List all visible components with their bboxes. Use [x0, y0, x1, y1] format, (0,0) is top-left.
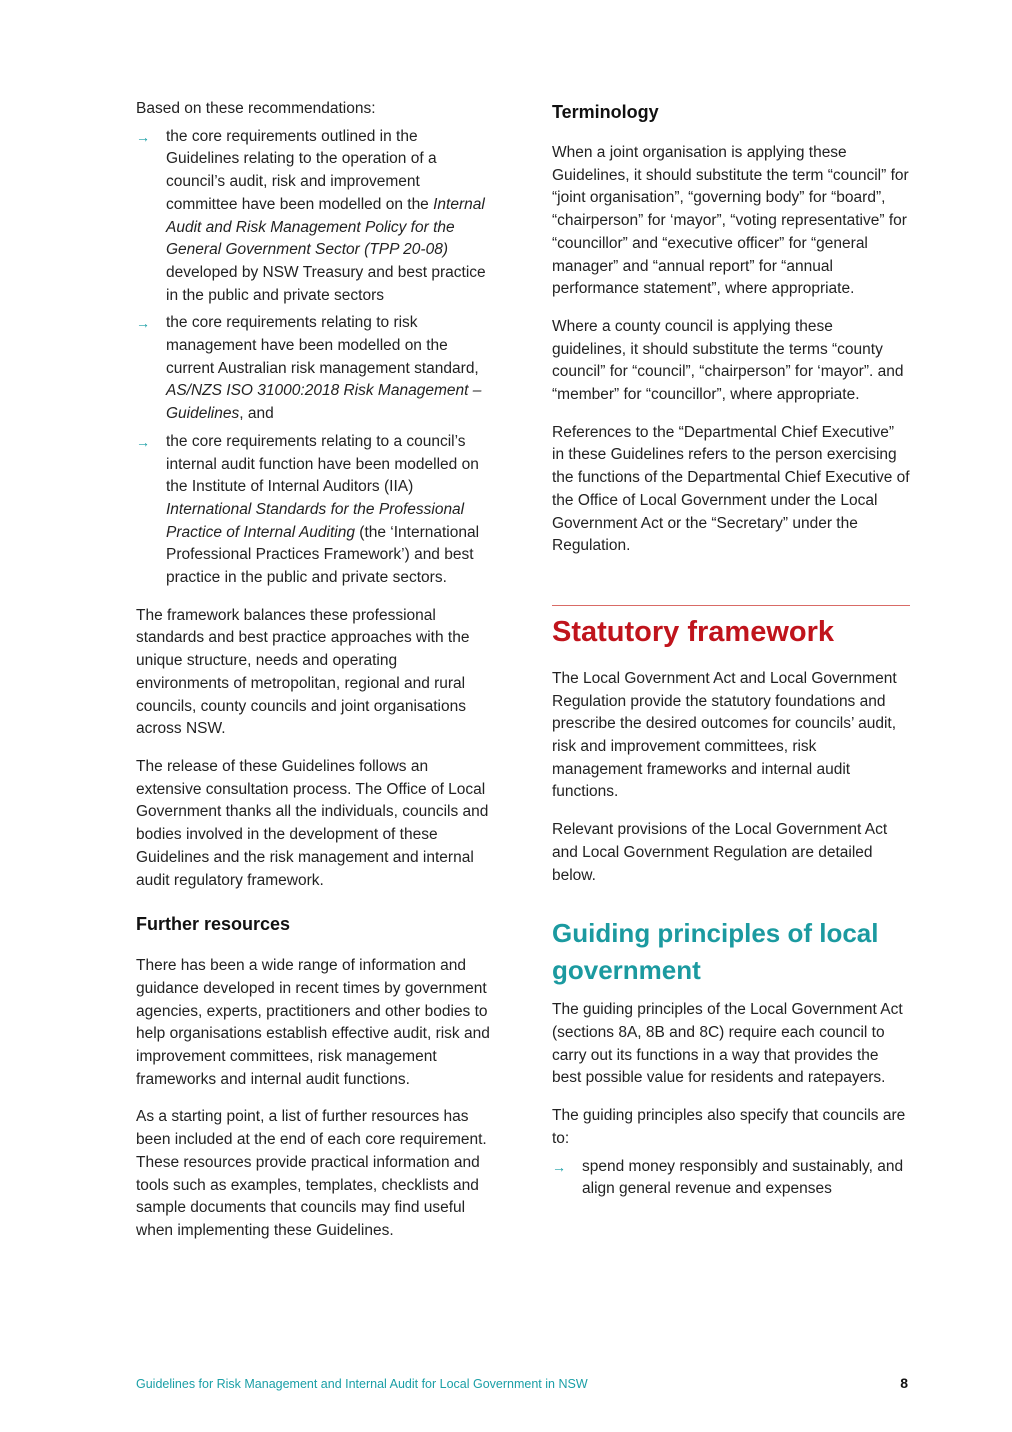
guiding-principles-list	[552, 1156, 910, 1201]
terminology-paragraph-2: Where a county council is applying these guidelines, it should substitute the terms “county council” for “council”, “chairperson” for ‘mayor”. and “member” for “councillor”, where appropriate.	[552, 317, 904, 404]
guiding-principles-heading: Guiding principles of local government	[552, 918, 879, 986]
recommendations-intro: Based on these recommendations:	[136, 100, 376, 117]
list-item	[136, 431, 492, 590]
further-resources-heading: Further resources	[136, 914, 291, 935]
arrow-right-icon: →	[136, 433, 150, 450]
guiding-paragraph-1: The guiding principles of the Local Government Act (sections 8A, 8B and 8C) require each council to carry out its functions in a way that provides the best possible value for residents and ratepayers.	[552, 1001, 903, 1087]
framework-paragraph: The framework balances these professional standards and best practice approaches with the unique structure, needs and operating environments of metropolitan, regional and rural councils, county councils and joint organisations across NSW.	[136, 606, 470, 738]
list-item	[136, 126, 492, 308]
bullet-text: , and	[239, 405, 274, 423]
bullet-text: the core requirements outlined in the Guidelines relating to the operation of a council’s audit, risk and improvement committee have been modelled on the	[166, 127, 437, 213]
terminology-paragraph-1: When a joint organisation is applying these Guidelines, it should substitute the term “council” for “joint organisation”, “governing body” for “board”, “chairperson” for ‘mayor”, “voting representative” for “councillor” and “executive officer” for “general manager” and “annual report” for “annual performance statement”, where appropriate.	[552, 144, 909, 298]
list-item	[136, 312, 492, 426]
statutory-paragraph-2: Relevant provisions of the Local Government Act and Local Government Regulation are detailed below.	[552, 821, 888, 884]
left-column	[136, 98, 492, 1258]
arrow-right-icon: →	[136, 128, 150, 145]
bullet-italic-text: Internal Audit and Risk Management Policy for the General Government Sector (TPP 20-08)	[166, 195, 485, 259]
recommendations-list	[136, 126, 492, 590]
bullet-text: spend money responsibly and sustainably, and align general revenue and expenses	[582, 1157, 904, 1198]
bullet-text: developed by NSW Treasury and best practice in the public and private sectors	[166, 263, 486, 304]
page-number: 8	[900, 1375, 908, 1391]
bullet-italic-text: AS/NZS ISO 31000:2018 Risk Management – Guidelines	[166, 382, 482, 423]
bullet-text: the core requirements relating to risk management have been modelled on the current Australian risk management standard,	[166, 314, 479, 377]
statutory-framework-heading: Statutory framework	[552, 615, 835, 648]
terminology-heading: Terminology	[552, 102, 659, 122]
section-divider	[552, 605, 910, 606]
footer-document-title: Guidelines for Risk Management and Internal Audit for Local Government in NSW	[136, 1377, 588, 1391]
resources-paragraph: There has been a wide range of information and guidance developed in recent times by government agencies, experts, practitioners and other bodies to help organisations establish effective audit, risk and improvement committees, risk management frameworks and internal audit functions.	[136, 957, 490, 1088]
bullet-text: (the ‘International Professional Practices Framework’) and best practice in the public and private sectors.	[166, 523, 480, 587]
consultation-paragraph: The release of these Guidelines follows an extensive consultation process. The Office of Local Government thanks all the individuals, councils and bodies involved in the development of these Guidelines and the risk management and internal audit regulatory framework.	[136, 757, 489, 889]
bullet-italic-text: International Standards for the Professional Practice of Internal Auditing	[166, 500, 465, 541]
list-item	[552, 1156, 910, 1201]
arrow-right-icon: →	[552, 1158, 566, 1175]
statutory-paragraph-1: The Local Government Act and Local Government Regulation provide the statutory foundations and prescribe the desired outcomes for councils’ audit, risk and improvement committees, risk management frameworks and internal audit functions.	[552, 669, 897, 801]
bullet-text: the core requirements relating to a council’s internal audit function have been modelled on the Institute of Internal Auditors (IIA)	[166, 432, 479, 496]
starting-point-paragraph: As a starting point, a list of further resources has been included at the end of each core requirement. These resources provide practical information and tools such as examples, templates, checklists and sample documents that councils may find useful when implementing these Guidelines.	[136, 1108, 487, 1239]
right-column	[552, 98, 910, 1216]
guiding-paragraph-2: The guiding principles also specify that councils are to:	[552, 1107, 906, 1147]
arrow-right-icon: →	[136, 315, 150, 332]
terminology-paragraph-3: References to the “Departmental Chief Executive” in these Guidelines refers to the person exercising the functions of the Departmental Chief Executive of the Office of Local Government under the Local Government Act or the “Secretary” under the Regulation.	[552, 423, 910, 555]
